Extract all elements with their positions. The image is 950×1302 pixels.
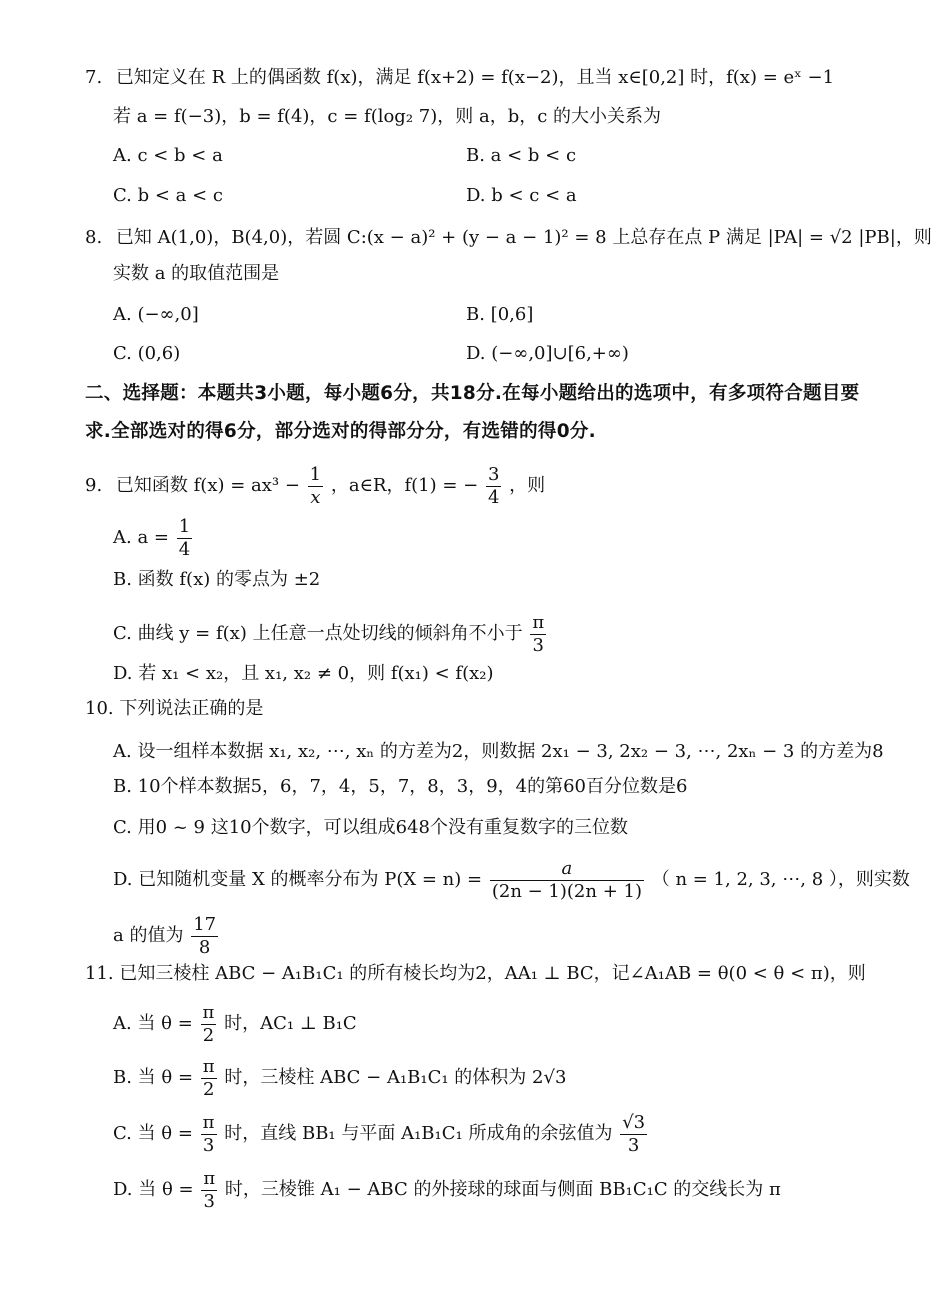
q10-stem: 10. 下列说法正确的是 xyxy=(85,698,264,719)
q10-option-a: A. 设一组样本数据 x₁, x₂, ⋯, xₙ 的方差为2，则数据 2x₁ − 3, 2x₂ − 3, ⋯, 2xₙ − 3 的方差为8 xyxy=(113,741,884,762)
q8-option-b: B. [0,6] xyxy=(466,304,534,325)
q11-option-d-frac xyxy=(201,1167,217,1212)
q8-stem2: 实数 a 的取值范围是 xyxy=(113,263,280,284)
q10-option-d-line2 xyxy=(113,912,220,960)
q11-option-d xyxy=(113,1166,781,1214)
q10-option-d2-frac xyxy=(191,913,218,958)
q8-stem1: 已知 A(1,0)，B(4,0)，若圆 C:(x − a)² + (y − a − 1)² = 8 上总存在点 P 满足 |PA| = √2 |PB|，则 xyxy=(115,227,932,248)
frac-denominator: 8 xyxy=(198,936,211,958)
q11-option-c-root-frac xyxy=(620,1111,647,1156)
q8-option-a: A. (−∞,0] xyxy=(113,304,199,325)
frac-numerator: 1 xyxy=(178,515,191,537)
q9-option-c-pre: C. 曲线 y = f(x) 上任意一点处切线的倾斜角不小于 xyxy=(113,623,523,644)
q9-stem-c: ，则 xyxy=(509,475,546,496)
frac-numerator: a xyxy=(490,860,644,881)
q7-option-d: D. b < c < a xyxy=(466,185,577,206)
q11-option-d-pre: D. 当 θ = xyxy=(113,1179,194,1200)
q9-frac-1-over-x xyxy=(308,463,323,508)
frac-numerator: π xyxy=(202,1055,215,1077)
q7-option-a: A. c < b < a xyxy=(113,145,223,166)
frac-denominator: 2 xyxy=(202,1078,215,1100)
q8-stem-line1 xyxy=(85,226,932,250)
q7-option-b: B. a < b < c xyxy=(466,145,577,166)
q11-option-a-frac xyxy=(201,1001,217,1046)
frac-numerator: π xyxy=(202,1111,215,1133)
q7-number: 7. xyxy=(85,67,103,88)
frac-numerator: π xyxy=(532,611,545,633)
q11-option-c xyxy=(113,1110,649,1158)
q10-option-b: B. 10个样本数据5，6，7，4，5，7，8，3，9，4的第60百分位数是6 xyxy=(113,776,688,797)
section2-heading-line2: 求.全部选对的得6分，部分选对的得部分分，有选错的得0分. xyxy=(85,421,597,442)
q10-option-d2-pre: a 的值为 xyxy=(113,925,184,946)
frac-denominator: 3 xyxy=(203,1190,215,1212)
q11-option-b-post: 时，三棱柱 ABC − A₁B₁C₁ 的体积为 2√3 xyxy=(224,1067,567,1088)
q11-option-b-frac xyxy=(201,1055,217,1100)
frac-denominator: (2n − 1)(2n + 1) xyxy=(491,880,642,902)
q11-option-a-post: 时，AC₁ ⊥ B₁C xyxy=(224,1013,357,1034)
frac-numerator: 3 xyxy=(487,463,500,485)
q10-option-c: C. 用0 ~ 9 这10个数字，可以组成648个没有重复数字的三位数 xyxy=(113,817,628,838)
q9-stem-a: 已知函数 f(x) = ax³ − xyxy=(115,475,300,496)
frac-denominator: 4 xyxy=(178,538,191,560)
q11-option-b xyxy=(113,1054,566,1102)
frac-denominator: 2 xyxy=(202,1024,215,1046)
q9-option-a-frac xyxy=(177,515,192,560)
q10-option-d-pre: D. 已知随机变量 X 的概率分布为 P(X = n) = xyxy=(113,869,483,890)
q9-option-c-frac xyxy=(530,611,546,656)
q9-frac-3-over-4 xyxy=(486,463,501,508)
q8-number: 8. xyxy=(85,227,103,248)
frac-denominator: 3 xyxy=(532,634,544,656)
q8-option-d: D. (−∞,0]∪[6,+∞) xyxy=(466,343,629,364)
q7-stem1: 已知定义在 R 上的偶函数 f(x)，满足 f(x+2) = f(x−2)，且当 x∈[0,2] 时，f(x) = eˣ −1 xyxy=(115,67,835,88)
q11-option-c-mid: 时，直线 BB₁ 与平面 A₁B₁C₁ 所成角的余弦值为 xyxy=(224,1123,613,1144)
q11-stem: 11. 已知三棱柱 ABC − A₁B₁C₁ 的所有棱长均为2，AA₁ ⊥ BC，记∠A₁AB = θ(0 < θ < π)，则 xyxy=(85,963,866,984)
q7-option-c: C. b < a < c xyxy=(113,185,223,206)
frac-numerator: π xyxy=(203,1167,216,1189)
frac-denominator: 3 xyxy=(202,1134,215,1156)
section2-heading-line1: 二、选择题：本题共3小题，每小题6分，共18分.在每小题给出的选项中，有多项符合题目要 xyxy=(85,383,860,404)
frac-numerator: 1 xyxy=(309,463,322,485)
q11-option-b-pre: B. 当 θ = xyxy=(113,1067,194,1088)
q9-option-b: B. 函数 f(x) 的零点为 ±2 xyxy=(113,569,321,590)
frac-numerator: π xyxy=(202,1001,215,1023)
frac-denominator: x xyxy=(310,486,321,508)
q11-option-c-pre: C. 当 θ = xyxy=(113,1123,193,1144)
q11-option-d-post: 时，三棱锥 A₁ − ABC 的外接球的球面与侧面 BB₁C₁C 的交线长为 π xyxy=(224,1179,781,1200)
q10-option-d xyxy=(113,856,910,904)
q9-stem xyxy=(85,462,545,510)
frac-denominator: 4 xyxy=(487,486,500,508)
q10-option-d-frac xyxy=(490,857,644,902)
q9-number: 9. xyxy=(85,475,103,496)
q11-option-a xyxy=(113,1000,357,1048)
q9-option-a-pre: A. a = xyxy=(113,527,169,548)
q9-option-a xyxy=(113,514,194,562)
q9-stem-b: ，a∈R，f(1) = − xyxy=(330,475,479,496)
q9-option-d: D. 若 x₁ < x₂，且 x₁, x₂ ≠ 0，则 f(x₁) < f(x₂) xyxy=(113,663,494,684)
q7-stem2: 若 a = f(−3)，b = f(4)，c = f(log₂ 7)，则 a，b，c 的大小关系为 xyxy=(113,106,662,127)
frac-numerator: 17 xyxy=(193,913,217,935)
q9-option-c xyxy=(113,610,548,658)
q11-option-a-pre: A. 当 θ = xyxy=(113,1013,193,1034)
frac-numerator: √3 xyxy=(622,1111,646,1133)
frac-denominator: 3 xyxy=(627,1134,640,1156)
q11-option-c-frac xyxy=(201,1111,217,1156)
q8-option-c: C. (0,6) xyxy=(113,343,181,364)
q10-option-d-post: （ n = 1, 2, 3, ⋯, 8 ），则实数 xyxy=(651,869,910,890)
q7-stem-line1 xyxy=(85,66,834,90)
